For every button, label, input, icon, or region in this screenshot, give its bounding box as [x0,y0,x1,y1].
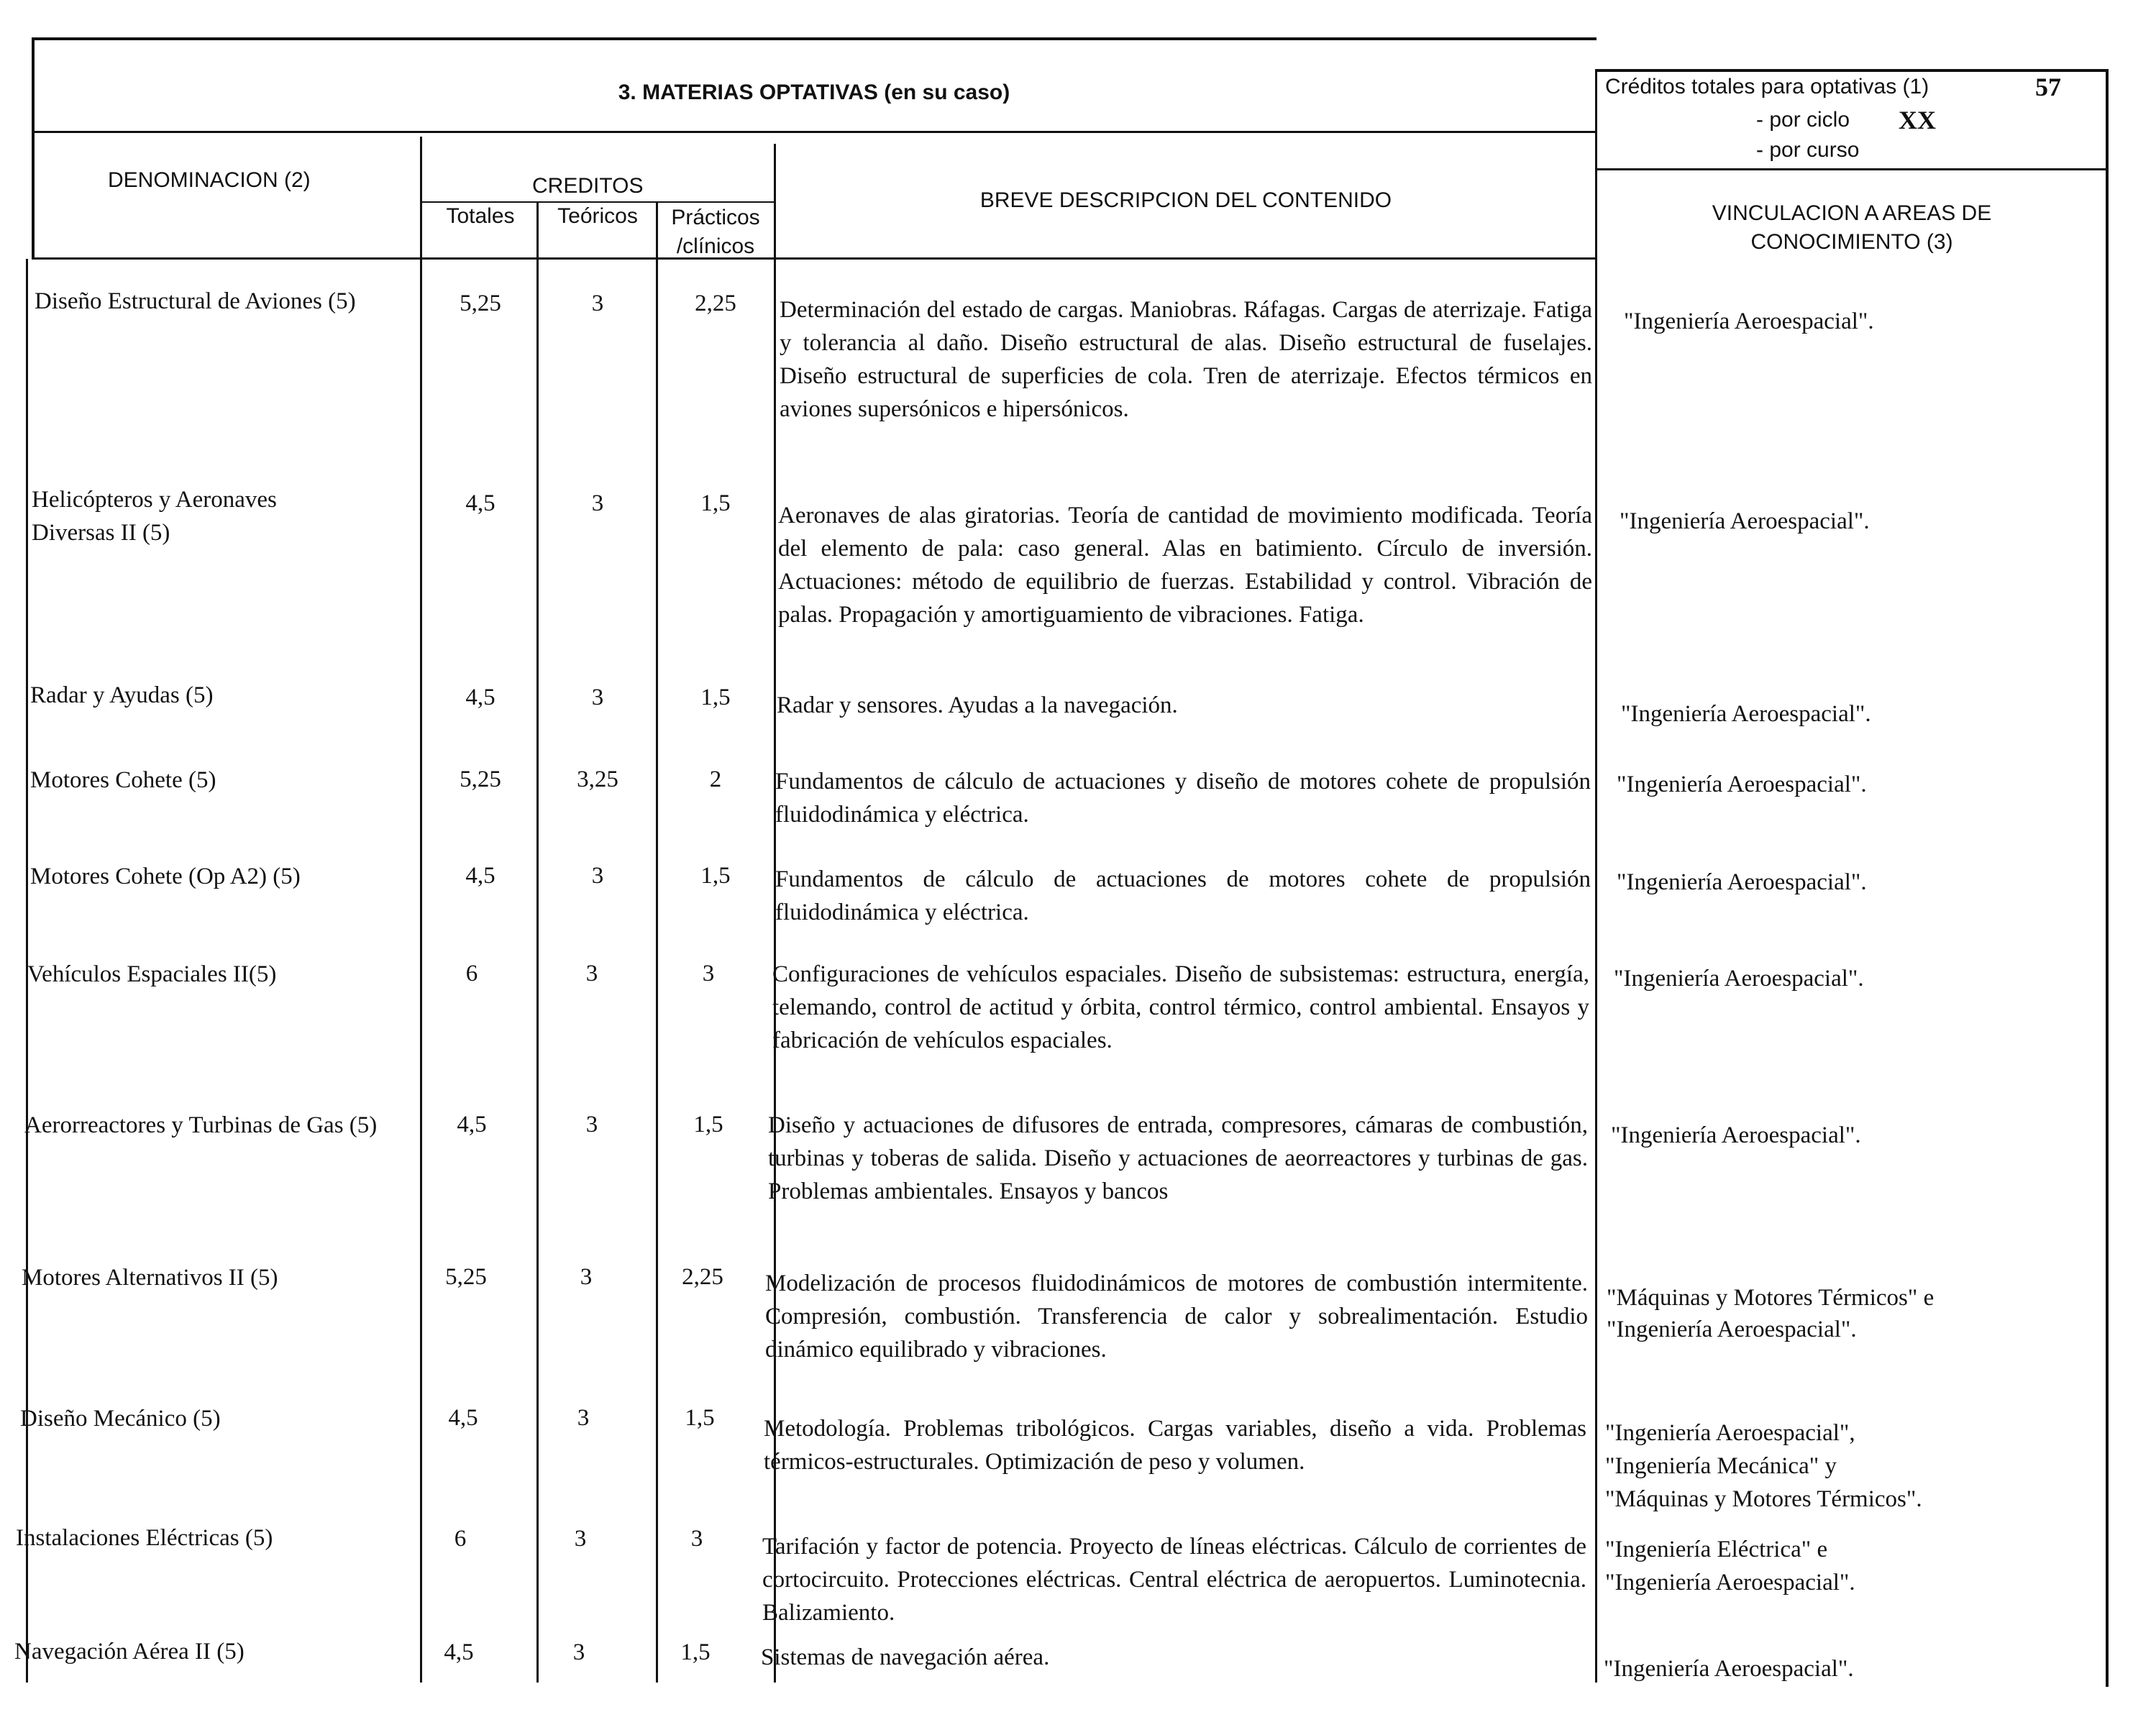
row-denominacion: Diseño Estructural de Aviones (5) [35,288,356,314]
row-teoricos: 3 [591,863,604,889]
row-area: "Ingeniería Aeroespacial". [1617,772,1867,797]
row-totales: 5,25 [445,1264,487,1290]
row-totales: 4,5 [444,1639,474,1665]
row-area: "Ingeniería Aeroespacial". [1607,1317,1857,1342]
row-practicos: 1,5 [700,490,731,516]
row-teoricos: 3 [591,685,604,710]
row-descripcion: Fundamentos de cálculo de actuaciones de motores cohete de propulsión fluidodinámica y eléctrica. [775,866,1591,925]
rule-header-mid [32,131,1597,133]
rule-top-right [1597,69,2107,72]
row-totales: 5,25 [460,290,501,316]
row-descripcion: Fundamentos de cálculo de actuaciones y diseño de motores cohete de propulsión fluidodinámica y eléctrica. [775,769,1591,828]
row-totales: 5,25 [460,766,501,792]
row-descripcion: Modelización de procesos fluidodinámicos de motores de combustión intermitente. Compresión, combustión. Transferencia de calor y sobrealimentación. Estudio dinámico equilibrado y vibraciones. [765,1271,1588,1363]
row-practicos: 1,5 [700,863,731,889]
row-practicos: 2 [709,766,722,792]
row-denominacion: Radar y Ayudas (5) [30,682,214,708]
rule-v-right-lower [2106,69,2109,290]
row-denominacion: Diseño Mecánico (5) [20,1406,221,1432]
rule-left [32,37,35,259]
col-descripcion-header: BREVE DESCRIPCION DEL CONTENIDO [979,188,1392,212]
row-area: "Ingeniería Aeroespacial". [1604,1656,1854,1682]
rule-v-totales [536,201,539,1683]
row-descripcion: Metodología. Problemas tribológicos. Cargas variables, diseño a vida. Problemas térmicos-estructurales. Optimización de peso y volumen. [764,1416,1586,1475]
row-practicos: 1,5 [685,1405,715,1431]
rule-header-mid-right [1597,168,2107,170]
row-teoricos: 3 [591,490,604,516]
por-ciclo-label: - por ciclo [1756,108,1850,132]
por-curso-label: - por curso [1756,138,1860,162]
row-practicos: 1,5 [700,685,731,710]
row-area: "Ingeniería Aeroespacial". [1605,1570,1855,1596]
col-clinicos-header: /clínicos [676,234,755,258]
col-totales-header: Totales [446,204,515,228]
row-totales: 6 [454,1526,467,1552]
row-denominacion: Aerorreactores y Turbinas de Gas (5) [24,1112,378,1138]
row-area: "Ingeniería Aeroespacial". [1624,308,1874,334]
rule-creditos-sub [420,201,774,203]
page-title: 3. MATERIAS OPTATIVAS (en su caso) [618,81,1010,104]
row-descripcion: Tarifación y factor de potencia. Proyecto de líneas eléctricas. Cálculo de corrientes de cortocircuito. Protecciones eléctricas. Central eléctrica de aeropuertos. Luminotecnia. Balizamiento. [762,1534,1586,1626]
rule-header-bottom [32,257,1597,260]
row-area: "Máquinas y Motores Térmicos". [1605,1486,1922,1512]
row-denominacion: Motores Cohete (5) [30,767,216,793]
row-area: "Ingeniería Aeroespacial", [1605,1420,1855,1446]
row-descripcion: Configuraciones de vehículos espaciales. Diseño de subsistemas: estructura, energía, telemando, control de actitud y órbita, control térmico, control ambiental. Ensayos y fabricación de vehículos espaciales. [772,961,1589,1053]
row-practicos: 2,25 [695,290,736,316]
row-teoricos: 3,25 [577,766,618,792]
row-denominacion: Vehículos Espaciales II(5) [27,961,277,987]
col-vinculacion-header-2: CONOCIMIENTO (3) [1750,230,1953,254]
row-descripcion: Diseño y actuaciones de difusores de entrada, compresores, cámaras de combustión, turbinas y toberas de salida. Diseño y actuaciones de aeorreactores y turbinas de gas. Problemas ambientales. Ensayos y bancos [768,1112,1588,1204]
row-denominacion: Helicópteros y Aeronaves Diversas II (5) [32,487,277,546]
row-area: "Ingeniería Eléctrica" e [1605,1537,1828,1562]
row-practicos: 1,5 [680,1639,711,1665]
row-practicos: 3 [690,1526,703,1552]
row-area: "Ingeniería Aeroespacial". [1621,701,1871,727]
row-denominacion: Instalaciones Eléctricas (5) [16,1525,273,1551]
row-practicos: 1,5 [693,1112,723,1137]
row-descripcion: Radar y sensores. Ayudas a la navegación. [777,692,1178,718]
creditos-totales-label: Créditos totales para optativas (1) [1605,75,1929,99]
row-area: "Ingeniería Mecánica" y [1605,1453,1837,1479]
row-totales: 4,5 [465,490,495,516]
row-teoricos: 3 [585,1112,598,1137]
row-practicos: 3 [702,961,715,987]
row-area: "Ingeniería Aeroespacial". [1614,966,1864,992]
row-descripcion: Aeronaves de alas giratorias. Teoría de cantidad de movimiento modificada. Teoría del elemento de pala: caso general. Alas en batimiento. Círculo de inversión. Actuaciones: método de equilibrio de fuerzas. Estabilidad y control. Vibración de palas. Propagación y amortiguamiento de vibraciones. Fatiga. [778,503,1592,628]
row-denominacion: Navegación Aérea II (5) [14,1639,245,1665]
rule-v-right [2106,69,2109,1687]
row-teoricos: 3 [580,1264,593,1290]
row-denominacion: Motores Cohete (Op A2) (5) [30,864,301,889]
row-area: "Ingeniería Aeroespacial". [1620,508,1870,534]
row-teoricos: 3 [574,1526,587,1552]
row-totales: 6 [465,961,478,987]
creditos-totales-value: 57 [2035,73,2061,101]
col-denominacion-header: DENOMINACION (2) [108,168,311,192]
row-descripcion: Sistemas de navegación aérea. [761,1644,1050,1670]
row-denominacion: Motores Alternativos II (5) [22,1265,278,1291]
col-vinculacion-header: VINCULACION A AREAS DE [1712,201,1992,225]
row-practicos: 2,25 [682,1264,723,1290]
row-descripcion: Determinación del estado de cargas. Maniobras. Ráfagas. Cargas de aterrizaje. Fatiga y tolerancia al daño. Diseño estructural de alas. Diseño estructural de fuselajes. Diseño estructural de superficies de cola. Tren de aterrizaje. Efectos térmicos en aviones supersónicos e hipersónicos. [780,297,1592,422]
row-totales: 4,5 [448,1405,478,1431]
row-teoricos: 3 [591,290,604,316]
row-area: "Ingeniería Aeroespacial". [1611,1122,1861,1148]
row-area: "Máquinas y Motores Térmicos" e [1607,1285,1935,1311]
rule-v-descripcion [1595,69,1597,1683]
col-practicos-header: Prácticos [671,206,760,229]
row-teoricos: 3 [577,1405,590,1431]
row-totales: 4,5 [465,685,495,710]
rule-v-teoricos [656,201,658,1683]
row-totales: 4,5 [457,1112,487,1137]
por-ciclo-value: XX [1899,106,1936,134]
row-totales: 4,5 [465,863,495,889]
col-creditos-header: CREDITOS [532,174,644,198]
col-teoricos-header: Teóricos [557,204,638,228]
row-teoricos: 3 [585,961,598,987]
rule-v-denominacion [420,137,422,1683]
row-area: "Ingeniería Aeroespacial". [1617,869,1867,895]
row-teoricos: 3 [572,1639,585,1665]
rule-top [32,37,1597,40]
